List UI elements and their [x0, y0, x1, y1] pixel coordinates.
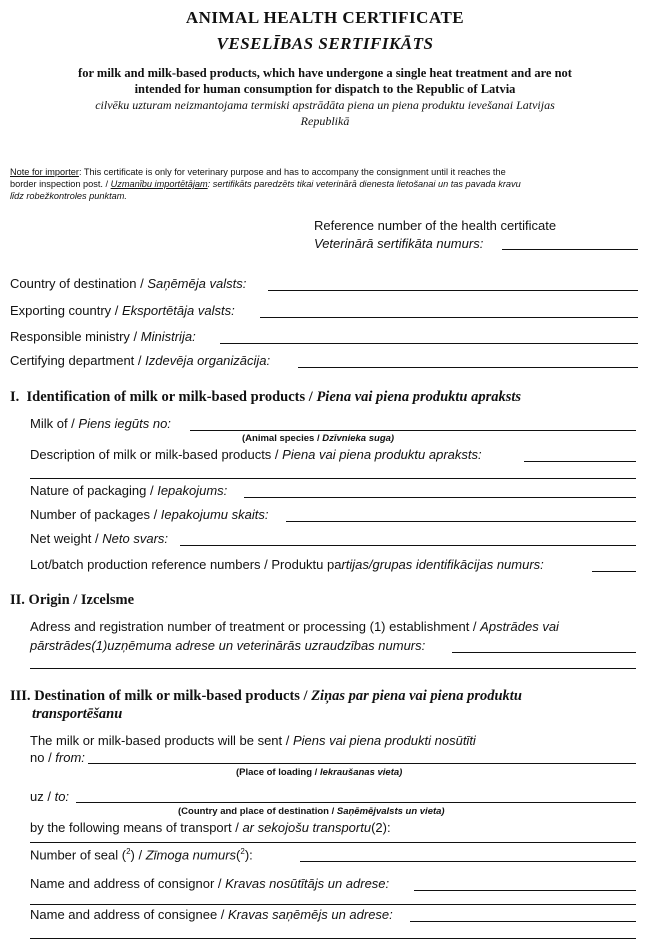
packages-field[interactable]	[286, 521, 636, 522]
country-destination-label: Country of destination / Saņēmēja valsts:	[10, 276, 247, 291]
net-weight-field[interactable]	[180, 545, 636, 546]
consignee-label: Name and address of consignee / Kravas saņēmējs un adrese:	[30, 907, 393, 922]
sent-label: The milk or milk-based products will be sent / Piens vai piena produkti nosūtīti	[30, 733, 476, 748]
note-label: Note for importer	[10, 167, 79, 177]
description-field[interactable]	[524, 461, 636, 462]
note-label-lv: Uzmanību importētājam	[110, 179, 208, 189]
country-destination-field[interactable]	[268, 290, 638, 291]
address-label-2: pārstrādes(1)uzņēmuma adrese un veterinārās uzraudzības numurs:	[30, 638, 426, 653]
importer-note: Note for importer: This certificate is only for veterinary purpose and has to accompany the consignment until it reaches the border inspection post. / Uzmanību importētājam: sertifikāts paredzēts tikai veterinārā dienesta lietošanai un tas pavada kravu līdz robežkontroles punktam.	[10, 167, 521, 201]
reference-number-field[interactable]	[502, 249, 638, 250]
to-field[interactable]	[76, 802, 636, 803]
subtitle-lv-1: cilvēku uzturam neizmantojama termiski apstrādāta piena un piena produktu ievešanai Latvijas	[95, 98, 555, 112]
destination-caption: (Country and place of destination / Saņēmējvalsts un vieta)	[178, 806, 445, 817]
packages-label: Number of packages / Iepakojumu skaits:	[30, 507, 269, 522]
department-label: Certifying department / Izdevēja organizācija:	[10, 353, 271, 368]
section-3-heading-2: transportēšanu	[32, 706, 123, 722]
packaging-label: Nature of packaging / Iepakojums:	[30, 483, 228, 498]
reference-label-en: Reference number of the health certificate	[314, 218, 557, 233]
subtitle-lv-2: Republikā	[300, 114, 350, 128]
seal-field[interactable]	[300, 861, 636, 862]
title-lv: VESELĪBAS SERTIFIKĀTS	[216, 34, 434, 53]
reference-label-lv: Veterinārā sertifikāta numurs:	[314, 236, 484, 251]
section-1-heading: I. Identification of milk or milk-based products / Piena vai piena produktu apraksts	[10, 389, 522, 405]
lot-label: Lot/batch production reference numbers / Produktu partijas/grupas identifikācijas numurs:	[30, 557, 544, 572]
subtitle-en-1: for milk and milk-based products, which have undergone a single heat treatment and are not	[78, 66, 572, 80]
address-field[interactable]	[452, 652, 636, 653]
net-weight-label: Net weight / Neto svars:	[30, 531, 169, 546]
milk-of-field[interactable]	[190, 430, 636, 431]
consignor-field-line-2[interactable]	[30, 904, 636, 905]
loading-caption: (Place of loading / Iekraušanas vieta)	[236, 767, 403, 778]
address-field-line-2[interactable]	[30, 668, 636, 669]
packaging-field[interactable]	[244, 497, 636, 498]
ministry-field[interactable]	[220, 343, 638, 344]
to-label: uz / to:	[30, 789, 70, 804]
section-3-heading: III. Destination of milk or milk-based products / Ziņas par piena vai piena produktu	[10, 688, 522, 704]
department-field[interactable]	[298, 367, 638, 368]
lot-field[interactable]	[592, 571, 636, 572]
transport-field[interactable]	[30, 842, 636, 843]
section-2-heading: II. Origin / Izcelsme	[10, 592, 135, 608]
ministry-label: Responsible ministry / Ministrija:	[10, 329, 196, 344]
consignee-field-line-2[interactable]	[30, 938, 636, 939]
consignor-field[interactable]	[414, 890, 636, 891]
subtitle-en-2: intended for human consumption for dispatch to the Republic of Latvia	[134, 82, 516, 96]
seal-label: Number of seal ($^2$) / Zīmoga numurs($^2$):	[30, 847, 253, 863]
from-label: no / from:	[30, 750, 85, 765]
exporting-country-field[interactable]	[260, 317, 638, 318]
consignor-label: Name and address of consignor / Kravas nosūtītājs un adrese:	[30, 876, 390, 891]
from-field[interactable]	[88, 763, 636, 764]
address-label: Adress and registration number of treatment or processing (1) establishment / Apstrādes vai	[30, 619, 559, 634]
species-caption: (Animal species / Dzīvnieka suga)	[242, 433, 395, 444]
milk-of-label: Milk of / Piens iegūts no:	[30, 416, 171, 431]
description-field-line-2[interactable]	[30, 478, 636, 479]
title-en: ANIMAL HEALTH CERTIFICATE	[185, 8, 465, 27]
exporting-country-label: Exporting country / Eksportētāja valsts:	[10, 303, 235, 318]
description-label: Description of milk or milk-based products / Piena vai piena produktu apraksts:	[30, 447, 482, 462]
consignee-field[interactable]	[410, 921, 636, 922]
transport-label: by the following means of transport / ar sekojošu transportu(2):	[30, 820, 391, 835]
